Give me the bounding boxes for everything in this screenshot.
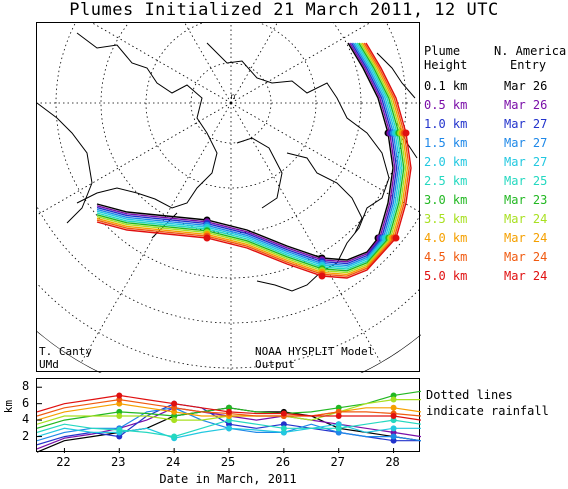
legend-row	[424, 191, 564, 210]
altitude-plot	[37, 379, 421, 453]
legend-entry-header-2: Entry	[510, 58, 547, 72]
rain-note-line-1: Dotted lines	[426, 388, 513, 402]
model-label: NOAA HYSPLIT Model Output	[255, 345, 375, 371]
meridian-line	[81, 23, 231, 103]
legend-height: 4.0 km	[424, 231, 468, 245]
x-tick-label: 23	[111, 455, 126, 469]
altitude-point	[171, 401, 177, 407]
legend-row	[424, 77, 564, 96]
legend-entry-date: Mar 24	[504, 231, 548, 245]
latitude-circle	[37, 23, 421, 368]
legend-height: 3.0 km	[424, 193, 468, 207]
y-tick-label: 6	[22, 395, 30, 410]
altitude-point	[391, 413, 397, 419]
y-tick-label: 4	[22, 412, 30, 427]
legend-row	[424, 210, 564, 229]
legend-entry-header-1: N. America	[494, 44, 567, 58]
legend-height: 1.0 km	[424, 117, 468, 131]
latitude-circle	[101, 23, 361, 233]
coastlines	[37, 33, 417, 291]
altitude-point	[226, 409, 232, 415]
coastline	[237, 138, 282, 208]
altitude-point	[116, 427, 122, 433]
meridian-line	[37, 23, 231, 103]
coastline	[37, 103, 92, 223]
x-tick-label: 22	[56, 455, 71, 469]
legend-height: 0.5 km	[424, 98, 468, 112]
altitude-point	[336, 413, 342, 419]
altitude-point	[226, 425, 232, 431]
legend-height: 2.0 km	[424, 155, 468, 169]
legend-row	[424, 267, 564, 286]
legend-entry-date: Mar 24	[504, 269, 548, 283]
altitude-point	[336, 425, 342, 431]
trajectory-day-marker	[204, 235, 211, 242]
altitude-point	[116, 413, 122, 419]
chart-title: Plumes Initialized 21 March 2011, 12 UTC	[69, 0, 499, 20]
x-tick-label: 28	[385, 455, 400, 469]
y-tick-label: 8	[22, 379, 30, 394]
legend-entry-date: Mar 27	[504, 136, 548, 150]
map-canvas	[37, 23, 421, 373]
altitude-point	[391, 397, 397, 403]
legend-entry-date: Mar 26	[504, 98, 548, 112]
credit-author: T. Canty	[39, 345, 92, 358]
altitude-point	[281, 411, 287, 417]
x-axis-label: Date in March, 2011	[159, 472, 297, 486]
altitude-point	[116, 392, 122, 398]
legend-entry-date: Mar 27	[504, 155, 548, 169]
legend-height-header-2: Height	[424, 58, 468, 72]
trajectory-day-marker	[403, 130, 410, 137]
north-pole-marker: n	[230, 92, 236, 101]
legend-entry-date: Mar 25	[504, 174, 548, 188]
altitude-point	[171, 434, 177, 440]
legend-height: 5.0 km	[424, 269, 468, 283]
legend-rows	[424, 77, 564, 286]
altitude-point	[391, 434, 397, 440]
altitude-chart	[36, 378, 420, 452]
legend-height: 4.5 km	[424, 250, 468, 264]
altitude-point	[391, 425, 397, 431]
credit-institution: UMd	[39, 358, 59, 371]
plume-trajectories	[97, 43, 411, 280]
trajectory-line	[97, 43, 411, 278]
legend-entry-date: Mar 26	[504, 79, 548, 93]
legend-entry-date: Mar 24	[504, 212, 548, 226]
legend-height: 1.5 km	[424, 136, 468, 150]
legend-row	[424, 96, 564, 115]
legend-row	[424, 134, 564, 153]
coastline	[77, 33, 217, 208]
legend-entry-date: Mar 23	[504, 193, 548, 207]
altitude-point	[171, 417, 177, 423]
legend-height: 0.1 km	[424, 79, 468, 93]
trajectory-line	[97, 43, 406, 273]
legend-height: 2.5 km	[424, 174, 468, 188]
graticule-lines	[37, 23, 421, 373]
globe-outline	[37, 23, 421, 373]
y-tick-label: 2	[22, 428, 30, 443]
legend-row	[424, 115, 564, 134]
trajectory-day-marker	[393, 235, 400, 242]
legend-row	[424, 153, 564, 172]
altitude-point	[281, 425, 287, 431]
legend-row	[424, 172, 564, 191]
x-tick-label: 27	[330, 455, 345, 469]
legend-height: 3.5 km	[424, 212, 468, 226]
legend-row	[424, 248, 564, 267]
x-tick-label: 26	[275, 455, 291, 469]
x-tick-label: 25	[220, 455, 236, 469]
legend-entry-date: Mar 24	[504, 250, 548, 264]
trajectory-day-marker	[319, 273, 326, 280]
legend-row	[424, 229, 564, 248]
legend-height-header-1: Plume	[424, 44, 461, 58]
x-tick-label: 24	[165, 455, 181, 469]
rain-note-line-2: indicate rainfall	[426, 404, 549, 418]
trajectory-map	[36, 22, 420, 372]
legend-entry-date: Mar 27	[504, 117, 548, 131]
y-axis-label: km	[2, 400, 15, 414]
altitude-point	[391, 405, 397, 411]
